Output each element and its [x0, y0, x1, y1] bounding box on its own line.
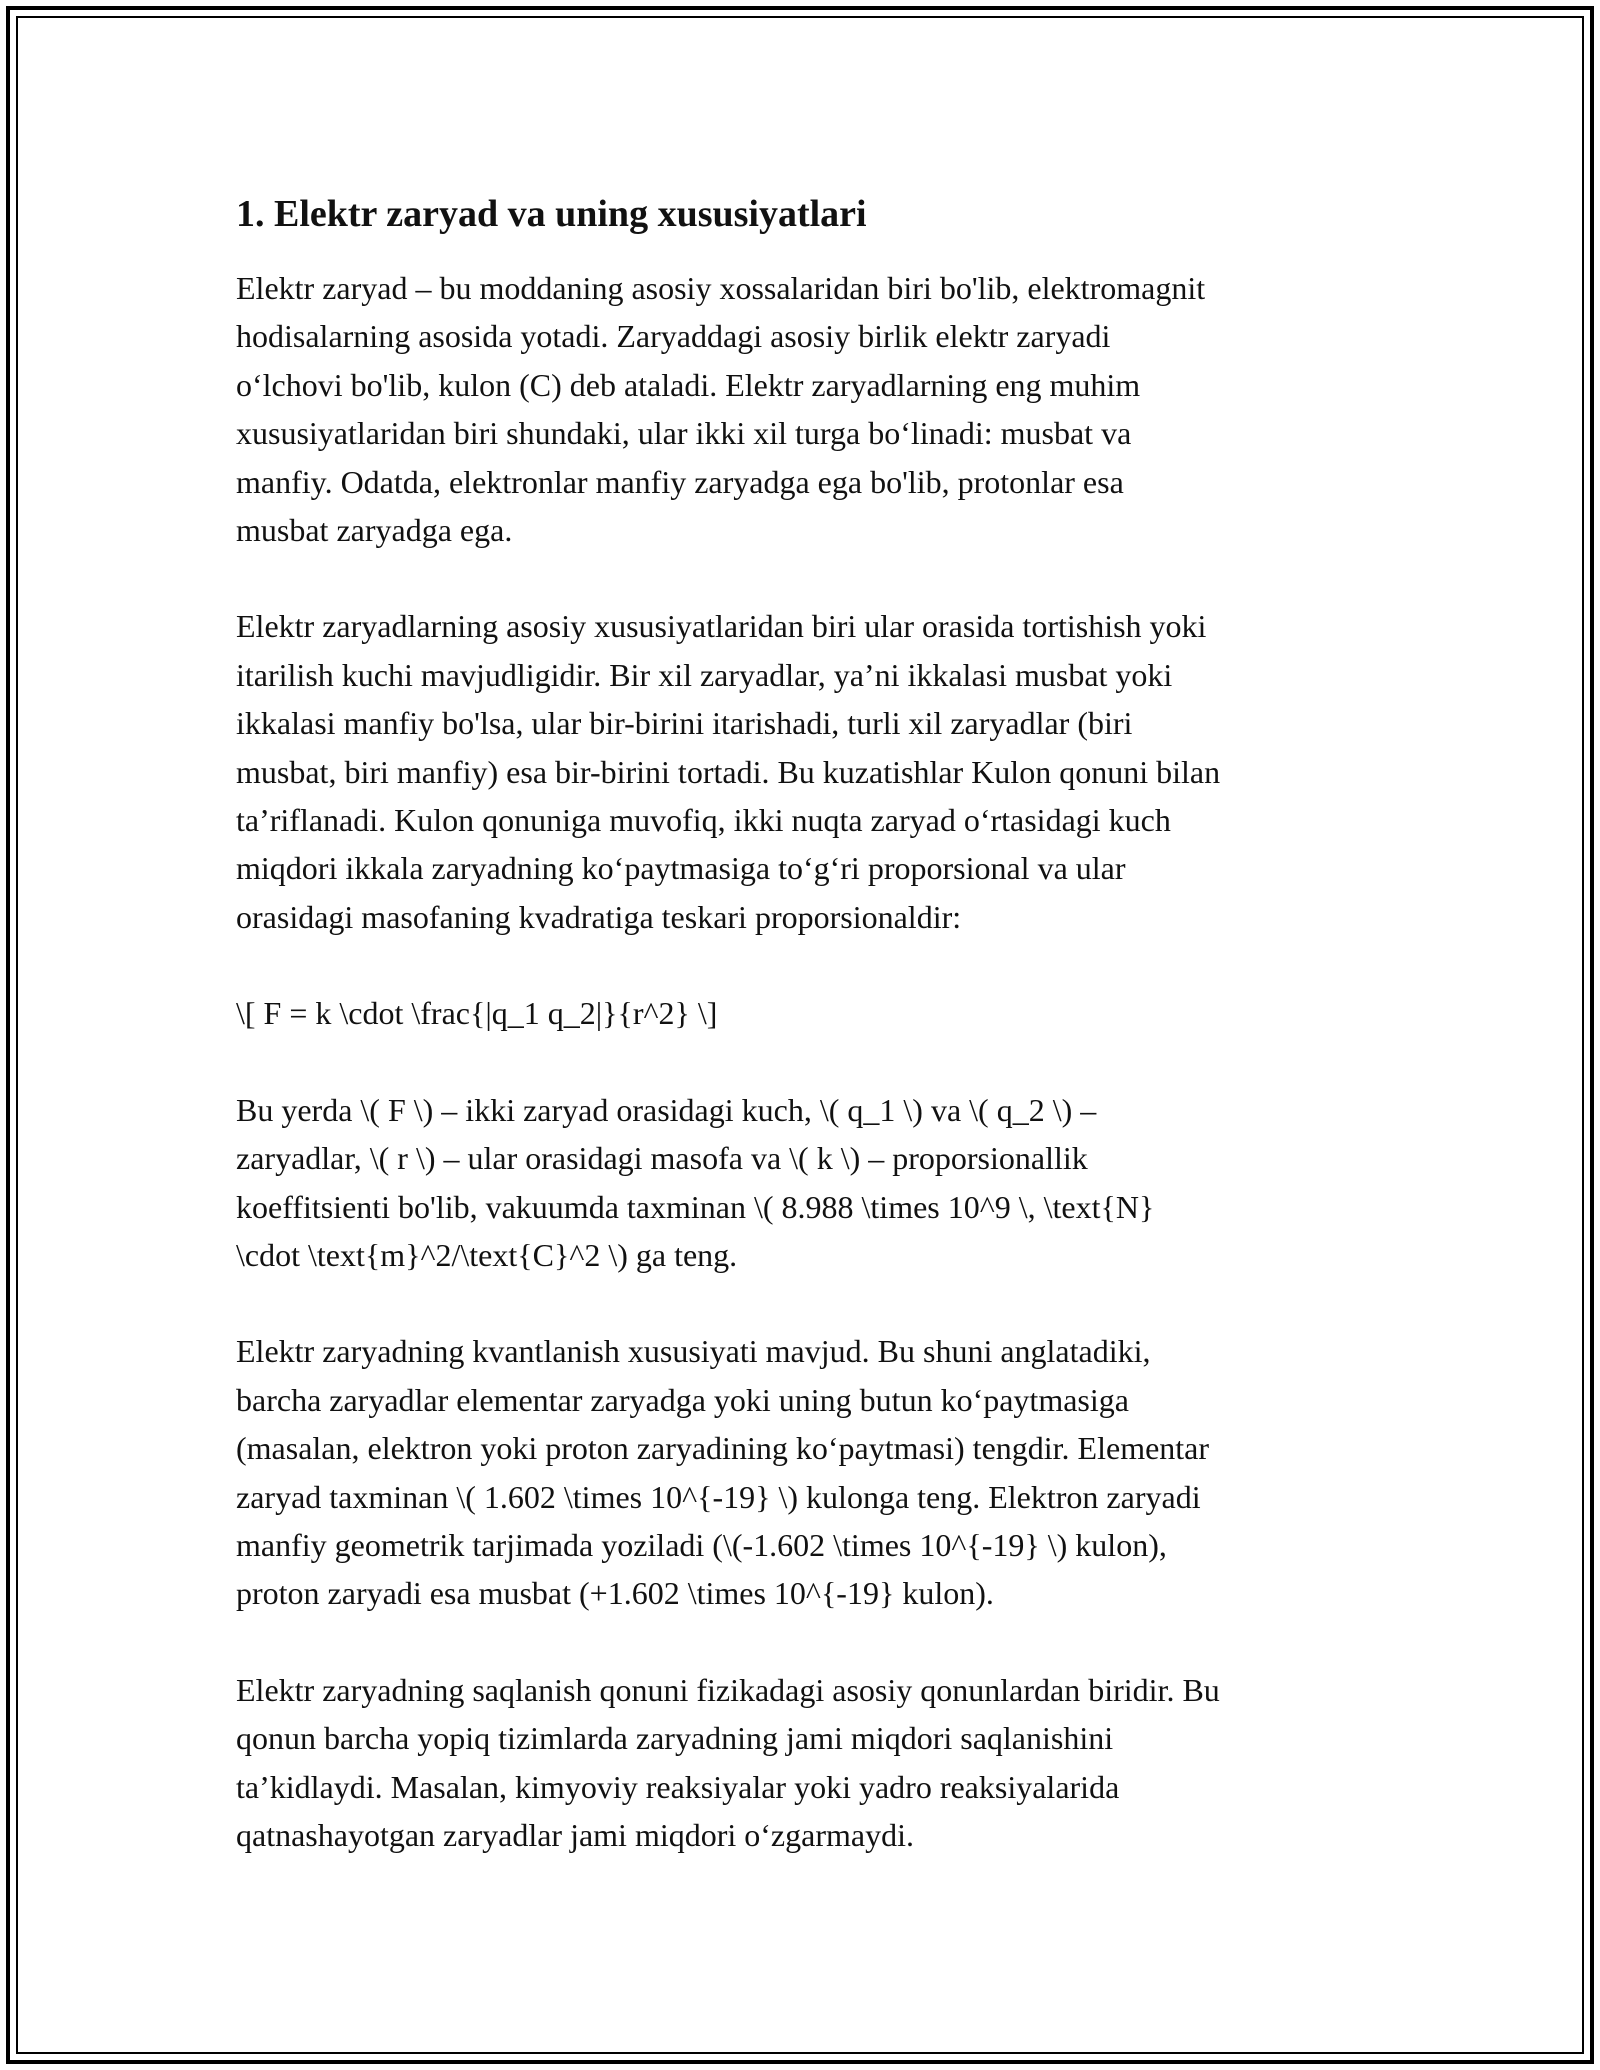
section-title: 1. Elektr zaryad va uning xususiyatlari: [236, 193, 867, 235]
document-body: [236, 186, 1396, 1859]
paragraph-conservation: Elektr zaryadning saqlanish qonuni fizikadagi asosiy qonunlardan biridir. Bu qonun barcha yopiq tizimlarda zaryadning jami miqdori saqlanishini ta’kidlaydi. Masalan, kimyoviy reaksiyalar yoki yadro reaksiyalarida qatnashayotgan zaryadlar jami miqdori o‘zgarmaydi.: [236, 1671, 1220, 1853]
paragraph-formula-explanation: Bu yerda \( F \) – ikki zaryad orasidagi kuch, \( q_1 \) va \( q_2 \) – zaryadlar, \( r \) – ular orasidagi masofa va \( k \) – proporsionallik koeffitsienti bo'lib, vakuumda taxminan \( 8.988 \times 10^9 \, \text{N} \cdot \text{m}^2/\text{C}^2 \) ga teng.: [236, 1091, 1155, 1273]
paragraph-quantization: Elektr zaryadning kvantlanish xususiyati mavjud. Bu shuni anglatadiki, barcha zaryadlar elementar zaryadga yoki uning butun ko‘paytmasiga (masalan, elektron yoki proton zaryadining ko‘paytmasi) tengdir. Elementar zaryad taxminan \( 1.602 \times 10^{-19} \) kulonga teng. Elektron zaryadi manfiy geometrik tarjimada yoziladi (\(-1.602 \times 10^{-19} \) kulon), proton zaryadi esa musbat (+1.602 \times 10^{-19} kulon).: [236, 1333, 1210, 1612]
paragraph-intro: Elektr zaryad – bu moddaning asosiy xossalaridan biri bo'lib, elektromagnit hodisalarning asosida yotadi. Zaryaddagi asosiy birlik elektr zaryadi o‘lchovi bo'lib, kulon (C) deb ataladi. Elektr zaryadlarning eng muhim xususiyatlaridan biri shundaki, ular ikki xil turga bo‘linadi: musbat va manfiy. Odatda, elektronlar manfiy zaryadga ega bo'lib, protonlar esa musbat zaryadga ega.: [236, 270, 1206, 549]
formula-coulomb: \[ F = k \cdot \frac{|q_1 q_2|}{r^2} \]: [236, 995, 718, 1032]
paragraph-coulomb-law: Elektr zaryadlarning asosiy xususiyatlaridan biri ular orasida tortishish yoki itarilish kuchi mavjudligidir. Bir xil zaryadlar, ya’ni ikkalasi musbat yoki ikkalasi manfiy bo'lsa, ular bir-birini itarishadi, turli xil zaryadlar (biri musbat, biri manfiy) esa bir-birini tortadi. Bu kuzatishlar Kulon qonuni bilan ta’riflanadi. Kulon qonuniga muvofiq, ikki nuqta zaryad o‘rtasidagi kuch miqdori ikkala zaryadning ko‘paytmasiga to‘g‘ri proporsional va ular orasidagi masofaning kvadratiga teskari proporsionaldir:: [236, 608, 1221, 935]
